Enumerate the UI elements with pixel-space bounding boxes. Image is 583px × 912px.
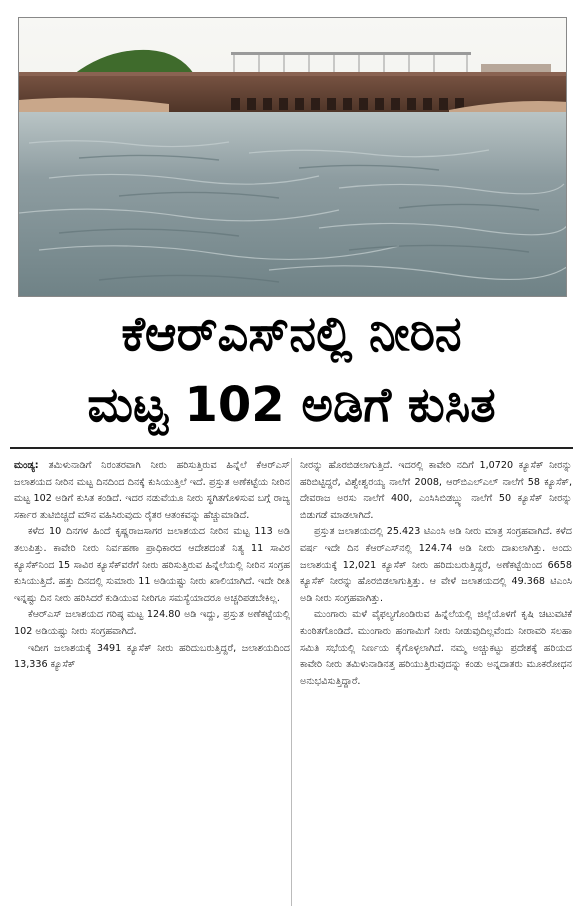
dam-photo [18,17,567,297]
headline-divider [10,447,573,449]
article-paragraph: ಕಳೆದ 10 ದಿನಗಳ ಹಿಂದೆ ಕೃಷ್ಣರಾಜಸಾಗರ ಜಲಾಶಯದ ನೀರಿನ ಮಟ್ಟ 113 ಅಡಿ ತಲುಪಿತ್ತು. ಕಾವೇರಿ ನೀರು ನಿರ್ವಹಣಾ ಪ್ರಾಧಿಕಾರದ ಆದೇಶದಂತೆ ನಿತ್ಯ 11 ಸಾವಿರ ಕ್ಯೂಸೆಕ್‌ನಿಂದ 15 ಸಾವಿರ ಕ್ಯೂಸೆಕ್‌ವರೆಗೆ ನೀರು ಹರಿಸುತ್ತಿರುವ ಹಿನ್ನೆಲೆಯಲ್ಲಿ ನೀರಿನ ಸಂಗ್ರಹ ಕುಸಿಯುತ್ತಿದೆ. ಹತ್ತು ದಿನದಲ್ಲಿ ಸುಮಾರು 11 ಅಡಿಯಷ್ಟು ನೀರು ಖಾಲಿಯಾಗಿದೆ. ಇದೇ ರೀತಿ ಇನ್ನಷ್ಟು ದಿನ ನೀರು ಹರಿಸಿದರೆ ಕುಡಿಯುವ ನೀರಿಗೂ ಸಮಸ್ಯೆಯಾದರೂ ಅಚ್ಚರಿಪಡಬೇಕಿಲ್ಲ. [14,526,290,604]
reservoir-dam-image [19,18,567,297]
article-paragraph [14,458,290,524]
paragraph-text: ತಮಿಳುನಾಡಿಗೆ ನಿರಂತರವಾಗಿ ನೀರು ಹರಿಸುತ್ತಿರುವ ಹಿನ್ನೆಲೆ ಕೆಆರ್‌ಎಸ್ ಜಲಾಶಯದ ನೀರಿನ ಮಟ್ಟ ದಿನದಿಂದ ದಿನಕ್ಕೆ ಕುಸಿಯುತ್ತಿಲೆ ಇದೆ. ಪ್ರಸ್ತುತ ಅಣೆಕಟ್ಟೆಯ ನೀರಿನ ಮಟ್ಟ 102 ಅಡಿಗೆ ಕುಸಿತ ಕಂಡಿದೆ. ಇದರ ನಡುವೆಯೂ ನೀರು ಸ್ಥಗಿತಗೊಳಿಸುವ ಬಗ್ಗೆ ರಾಜ್ಯ ಸರ್ಕಾರ ತುಟಿಬಿಚ್ಚದೆ ಮೌನ ವಹಿಸಿರುವುದು ರೈತರ ಆತಂಕವನ್ನು ಹೆಚ್ಚುಮಾಡಿದೆ. [14,460,290,521]
article-paragraph: ಇದೀಗ ಜಲಾಶಯಕ್ಕೆ 3491 ಕ್ಯೂಸೆಕ್ ನೀರು ಹರಿದುಬರುತ್ತಿದ್ದರೆ, ಜಲಾಶಯದಿಂದ 13,336 ಕ್ಯೂಸೆಕ್ [14,642,290,671]
headline-line-2: ಮಟ್ಟ 102 ಅಡಿಗೆ ಕುಸಿತ [87,377,496,433]
column-divider [291,458,292,906]
article-paragraph: ಪ್ರಸ್ತುತ ಜಲಾಶಯದಲ್ಲಿ 25.423 ಟಿಎಂಸಿ ಅಡಿ ನೀರು ಮಾತ್ರ ಸಂಗ್ರಹವಾಗಿದೆ. ಕಳೆದ ವರ್ಷ ಇದೇ ದಿನ ಕೆಆರ್‌ಎಸ್‌ನಲ್ಲಿ 124.74 ಅಡಿ ನೀರು ದಾಖಲಾಗಿತ್ತು. ಅಂದು ಜಲಾಶಯಕ್ಕೆ 12,021 ಕ್ಯೂಸೆಕ್ ನೀರು ಹರಿದುಬರುತ್ತಿದ್ದರೆ, ಅಣೆಕಟ್ಟೆಯಿಂದ 6658 ಕ್ಯೂಸೆಕ್ ನೀರನ್ನು ಹೊರಬಿಡಲಾಗುತ್ತಿತ್ತು. ಆ ವೇಳೆ ಜಲಾಶಯದಲ್ಲಿ 49.368 ಟಿಎಂಸಿ ಅಡಿ ನೀರು ಸಂಗ್ರಹವಾಗಿತ್ತು. [300,526,572,604]
article-column-left [14,458,290,908]
article-paragraph: ಕೆಆರ್‌ಎಸ್ ಜಲಾಶಯದ ಗರಿಷ್ಠ ಮಟ್ಟ 124.80 ಅಡಿ ಇದ್ದು, ಪ್ರಸ್ತುತ ಅಣೆಕಟ್ಟೆಯಲ್ಲಿ 102 ಅಡಿಯಷ್ಟು ನೀರು ಸಂಗ್ರಹವಾಗಿದೆ. [14,609,290,637]
headline-line-1: ಕೆಆರ್‌ಎಸ್‌ನಲ್ಲಿ ನೀರಿನ [121,306,462,362]
article-paragraph: ಮುಂಗಾರು ಮಳೆ ವೈಫಲ್ಯಗೊಂಡಿರುವ ಹಿನ್ನೆಲೆಯಲ್ಲಿ ಜಿಲ್ಲೆಯೊಳಗೆ ಕೃಷಿ ಚಟುವಟಿಕೆ ಕುಂಠಿತಗೊಂಡಿದೆ. ಮುಂಗಾರು ಹಂಗಾಮಿಗೆ ನೀರು ನೀಡುವುದಿಲ್ಲವೆಂದು ನೀರಾವರಿ ಸಲಹಾ ಸಮಿತಿ ಸಭೆಯಲ್ಲಿ ನಿರ್ಣಯ ಕೈಗೊಳ್ಳಲಾಗಿದೆ. ನಮ್ಮ ಅಚ್ಚುಕಟ್ಟು ಪ್ರದೇಶಕ್ಕೆ ಹರಿಯದ ಕಾವೇರಿ ನೀರು ತಮಿಳುನಾಡಿನತ್ತ ಹರಿಯುತ್ತಿರುವುದನ್ನು ಕಂಡು ಅನ್ನದಾತರು ಮೂಕರೋಧನ ಅನುಭವಿಸುತ್ತಿದ್ದಾರೆ. [300,609,572,687]
article-column-right [300,458,572,908]
article-paragraph: ನೀರನ್ನು ಹೊರಬಿಡಲಾಗುತ್ತಿದೆ. ಇದರಲ್ಲಿ ಕಾವೇರಿ ನದಿಗೆ 1,0720 ಕ್ಯೂಸೆಕ್ ನೀರನ್ನು ಹರಿಬಿಟ್ಟಿದ್ದರೆ, ವಿಶ್ವೇಶ್ವರಯ್ಯ ನಾಲೆಗೆ 2008, ಆರ್‌ಬಿಎಲ್‌ಎಲ್ ನಾಲೆಗೆ 58 ಕ್ಯೂಸೆಕ್, ದೇವರಾಜ ಅರಸು ನಾಲೆಗೆ 400, ಎಂಸಿಸಿಬಿಡಬ್ಲ್ಯು ನಾಲೆಗೆ 50 ಕ್ಯೂಸೆಕ್ ನೀರನ್ನು ಬಿಡುಗಡೆ ಮಾಡಲಾಗಿದೆ. [300,460,572,521]
dateline: ಮಂಡ್ಯ: [14,460,39,471]
